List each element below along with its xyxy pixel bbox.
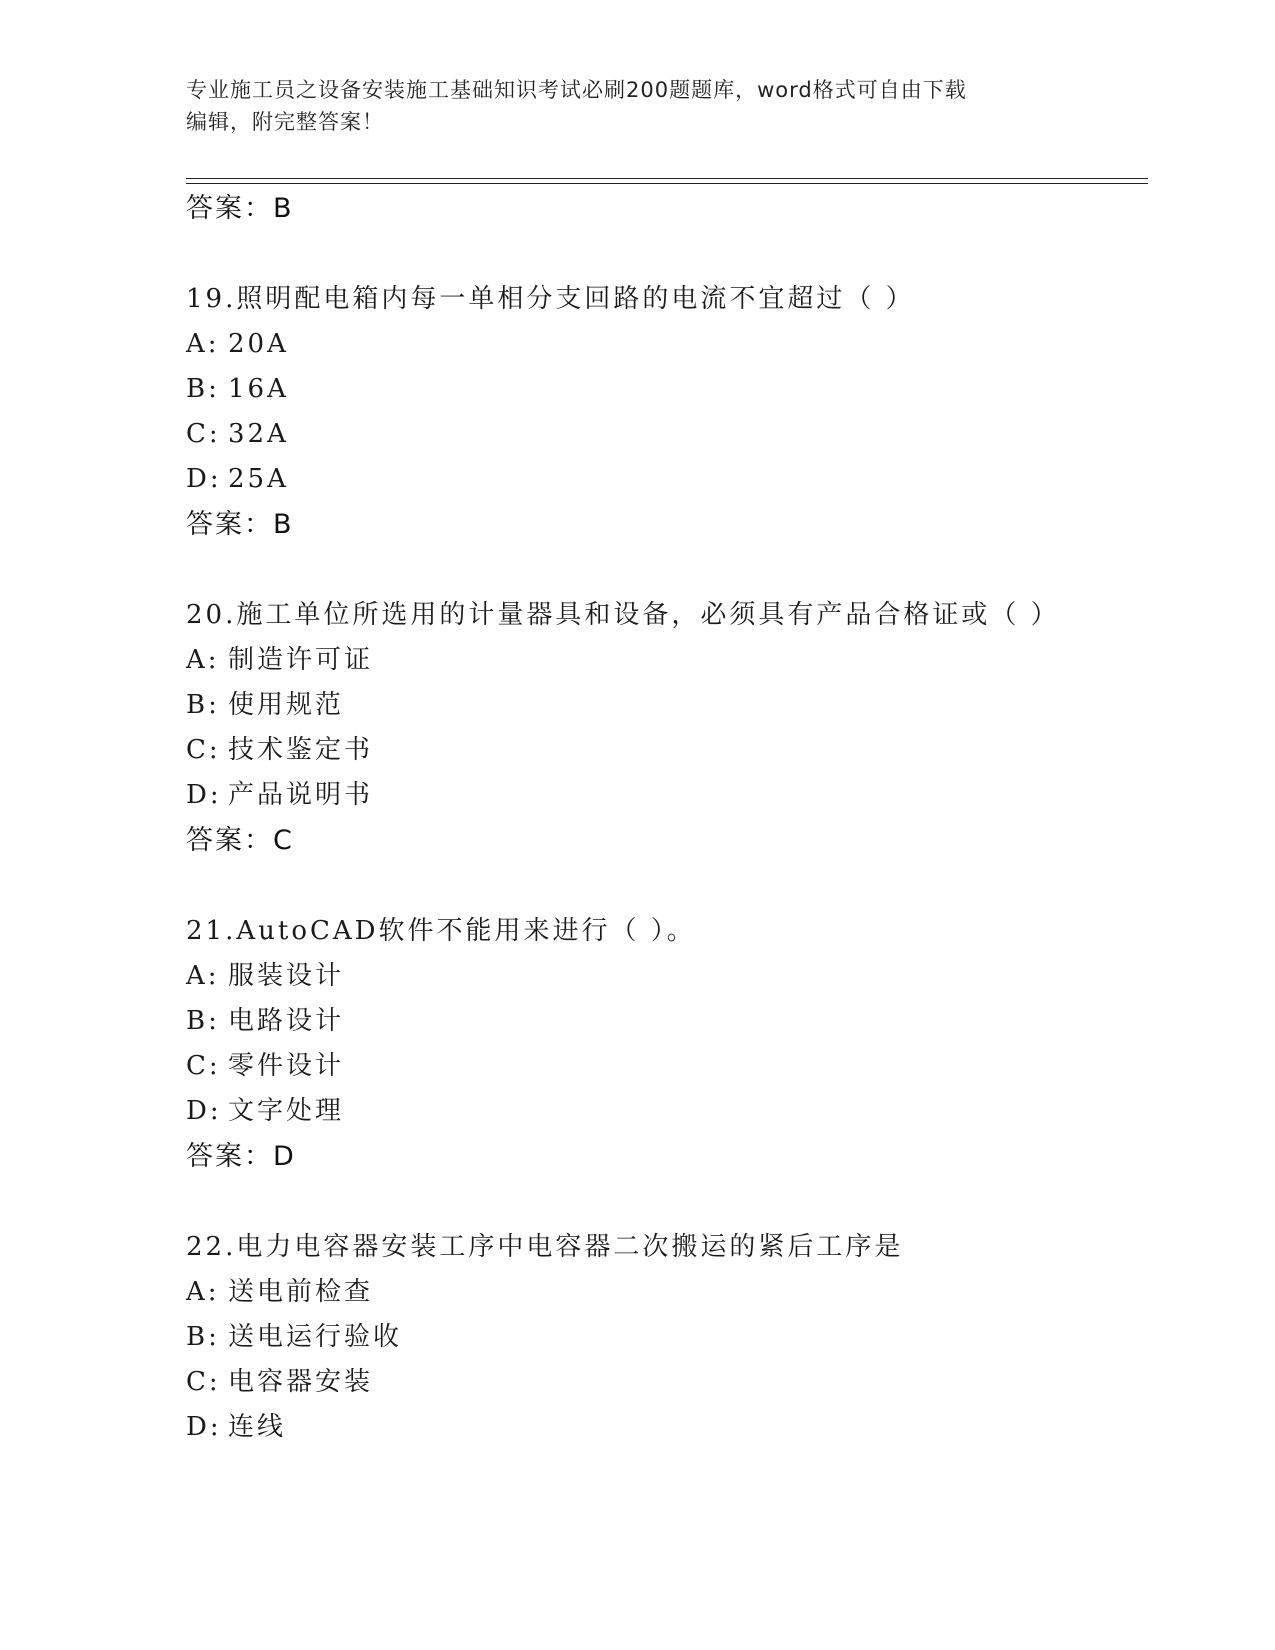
option-key: B: [186,1322,220,1352]
option-text: 送电前检查 [228,1277,374,1307]
answer-label: 答案：D [186,1141,296,1172]
option-key: C: [186,1051,221,1081]
answer-label: 答案：B [186,509,294,540]
option-text: 32A [228,419,289,449]
option-a [186,322,1146,367]
option-key: A: [186,1277,220,1307]
option-key: D: [186,780,222,810]
option-key: A: [186,961,220,991]
option-d [186,1089,1146,1134]
answer-label: 答案：B [186,193,294,224]
header-divider-bottom [186,183,1148,184]
question-text: 19.照明配电箱内每一单相分支回路的电流不宜超过（ ） [186,284,915,314]
option-text: 使用规范 [228,690,345,720]
question-item [186,592,1146,864]
option-key: A: [186,645,220,675]
question-text: 21.AutoCAD软件不能用来进行（ ）。 [186,916,696,946]
option-text: 送电运行验收 [228,1322,403,1352]
question-list [186,186,1146,1450]
document-header [186,74,1066,138]
option-text: 连线 [228,1412,287,1442]
option-b [186,1315,1146,1360]
option-text: 技术鉴定书 [228,735,374,765]
option-key: C: [186,1367,221,1397]
question-item [186,908,1146,1180]
header-title-line1: 专业施工员之设备安装施工基础知识考试必刷200题题库，word格式可自由下载 [186,78,967,102]
option-d [186,457,1146,502]
question-text: 22.电力电容器安装工序中电容器二次搬运的紧后工序是 [186,1232,904,1262]
option-text: 服装设计 [228,961,345,991]
option-b [186,999,1146,1044]
option-c [186,1044,1146,1089]
question-item [186,276,1146,548]
option-key: D: [186,1412,222,1442]
option-text: 制造许可证 [228,645,374,675]
option-key: C: [186,419,221,449]
option-key: C: [186,735,221,765]
option-text: 电路设计 [228,1006,345,1036]
option-key: D: [186,1096,222,1126]
question-item [186,1224,1146,1450]
option-text: 25A [228,464,289,494]
option-key: B: [186,1006,220,1036]
header-divider-top [186,178,1148,179]
option-d [186,1405,1146,1450]
option-d [186,773,1146,818]
option-a [186,1270,1146,1315]
option-key: D: [186,464,222,494]
option-c [186,412,1146,457]
option-text: 电容器安装 [228,1367,374,1397]
option-text: 20A [228,329,289,359]
question-text: 20.施工单位所选用的计量器具和设备，必须具有产品合格证或（ ） [186,600,1060,630]
option-b [186,367,1146,412]
option-c [186,728,1146,773]
option-text: 产品说明书 [228,780,374,810]
option-text: 16A [228,374,289,404]
option-a [186,638,1146,683]
option-b [186,683,1146,728]
answer-label: 答案：C [186,825,294,856]
option-key: B: [186,374,220,404]
option-a [186,954,1146,999]
option-key: A: [186,329,220,359]
option-c [186,1360,1146,1405]
header-title-line2: 编辑，附完整答案！ [186,110,384,134]
option-key: B: [186,690,220,720]
option-text: 零件设计 [228,1051,345,1081]
option-text: 文字处理 [228,1096,345,1126]
